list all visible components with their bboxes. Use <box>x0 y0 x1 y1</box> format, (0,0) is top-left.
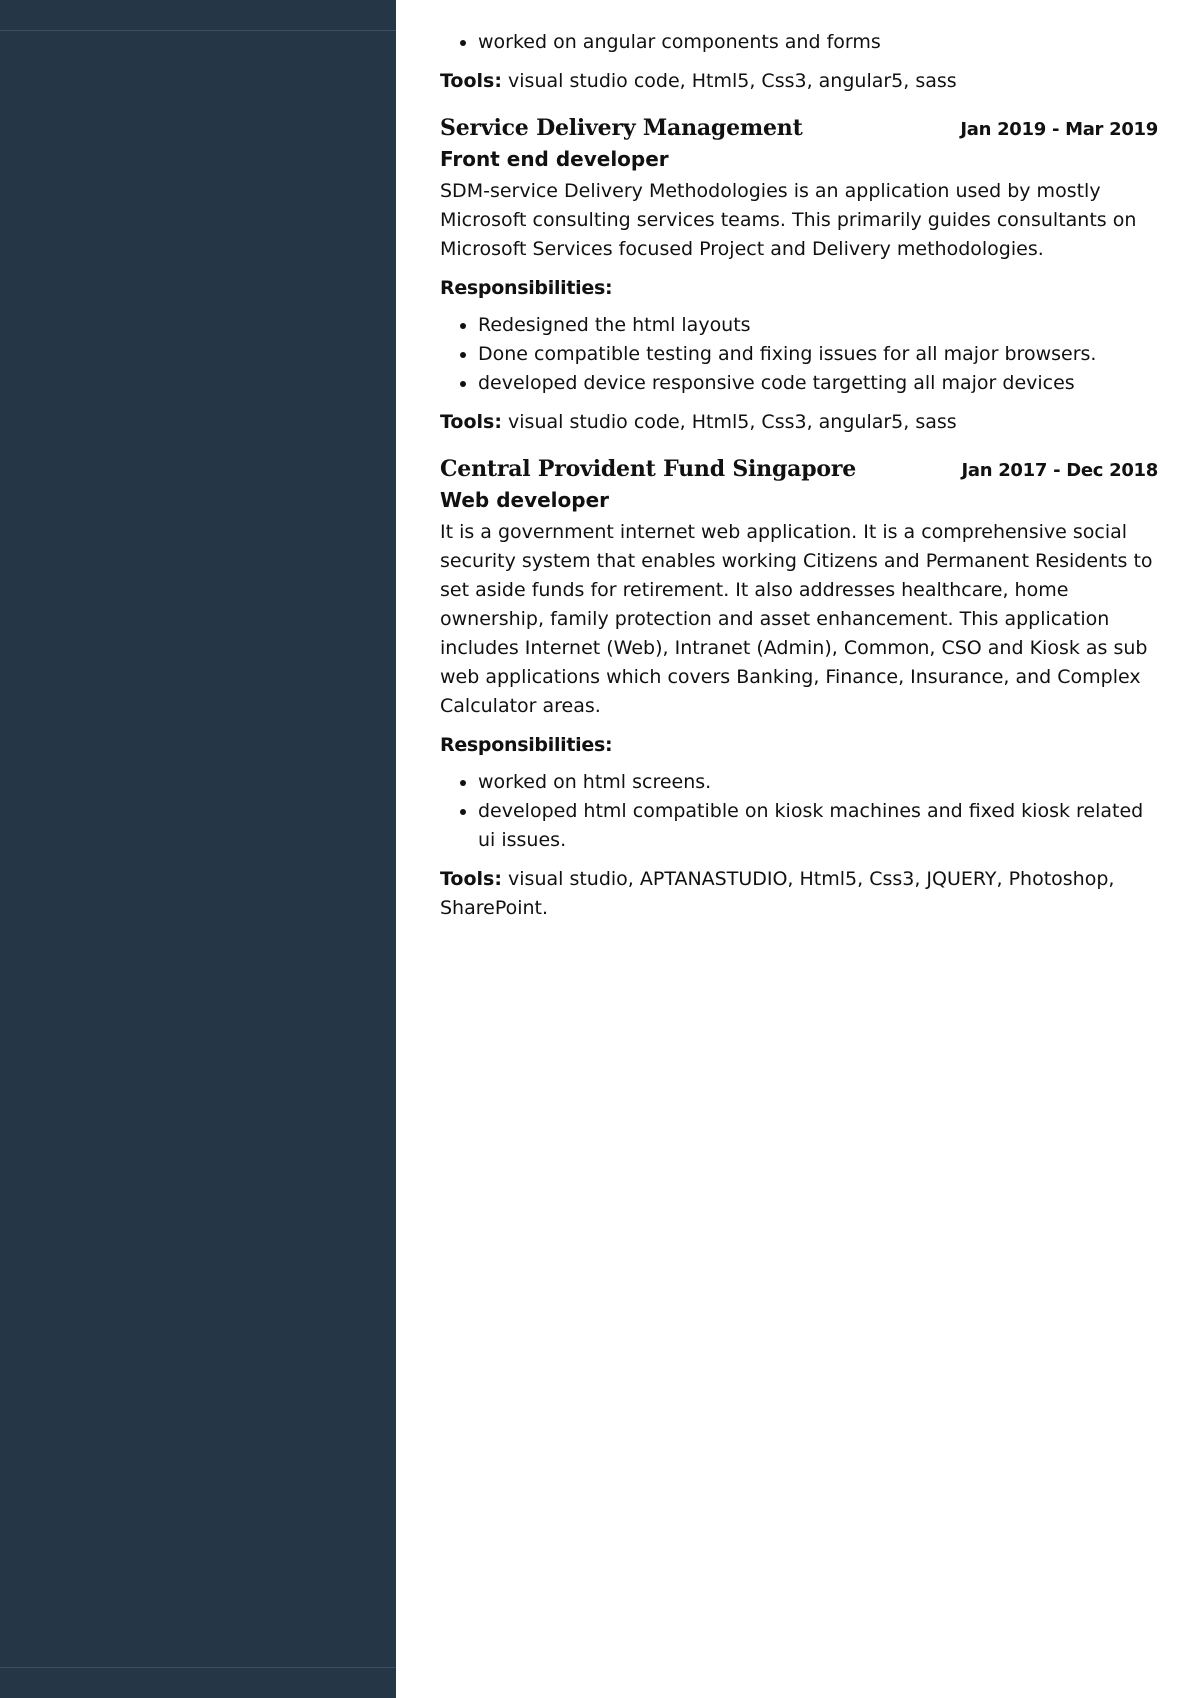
project-tools <box>440 865 1158 923</box>
bullet-item: • worked on html screens. <box>478 768 1158 797</box>
project-tools <box>440 408 1158 437</box>
sidebar-divider-top <box>0 30 396 31</box>
responsibilities-label: Responsibilities: <box>440 734 613 756</box>
project-service-delivery-management <box>440 113 1158 437</box>
tools-label: Tools: <box>440 70 502 92</box>
project-dates: Jan 2017 - Dec 2018 <box>961 460 1158 481</box>
bullet-item: • Redesigned the html layouts <box>478 311 1158 340</box>
sidebar-divider-bottom <box>0 1667 396 1668</box>
previous-project-bullets <box>440 28 1158 57</box>
project-description: It is a government internet web application. It is a comprehensive social security system that enables working Citizens and Permanent Residents to set aside funds for retirement. It also addresses healthcare, home ownership, family protection and asset enhancement. This application includes Internet (Web), Intranet (Admin), Common, CSO and Kiosk as sub web applications which covers Banking, Finance, Insurance, and Complex Calculator areas. <box>440 521 1153 717</box>
project-dates: Jan 2019 - Mar 2019 <box>960 119 1158 140</box>
previous-project-tail <box>440 28 1158 96</box>
tools-value: visual studio, APTANASTUDIO, Html5, Css3, JQUERY, Photoshop, SharePoint. <box>440 868 1115 919</box>
tools-value: visual studio code, Html5, Css3, angular5, sass <box>508 411 957 433</box>
project-title: Service Delivery Management <box>440 115 803 141</box>
sidebar <box>0 0 396 1698</box>
project-header <box>440 113 1158 145</box>
main-content <box>440 28 1158 923</box>
bullet-item: • worked on angular components and forms <box>478 28 1158 57</box>
bullet-item: • developed device responsive code targetting all major devices <box>478 369 1158 398</box>
bullet-item: • Done compatible testing and fixing issues for all major browsers. <box>478 340 1158 369</box>
project-central-provident-fund <box>440 454 1158 923</box>
project-description: SDM-service Delivery Methodologies is an application used by mostly Microsoft consulting services teams. This primarily guides consultants on Microsoft Services focused Project and Delivery methodologies. <box>440 180 1137 260</box>
project-header <box>440 454 1158 486</box>
responsibilities-list <box>440 311 1158 398</box>
tools-label: Tools: <box>440 868 502 890</box>
responsibilities-list <box>440 768 1158 855</box>
bullet-item: • developed html compatible on kiosk machines and fixed kiosk related ui issues. <box>478 797 1158 855</box>
project-title: Central Provident Fund Singapore <box>440 456 857 482</box>
project-role: Web developer <box>440 488 610 512</box>
previous-project-tools <box>440 67 1158 96</box>
project-role: Front end developer <box>440 147 669 171</box>
tools-value: visual studio code, Html5, Css3, angular5, sass <box>508 70 957 92</box>
responsibilities-label: Responsibilities: <box>440 277 613 299</box>
tools-label: Tools: <box>440 411 502 433</box>
